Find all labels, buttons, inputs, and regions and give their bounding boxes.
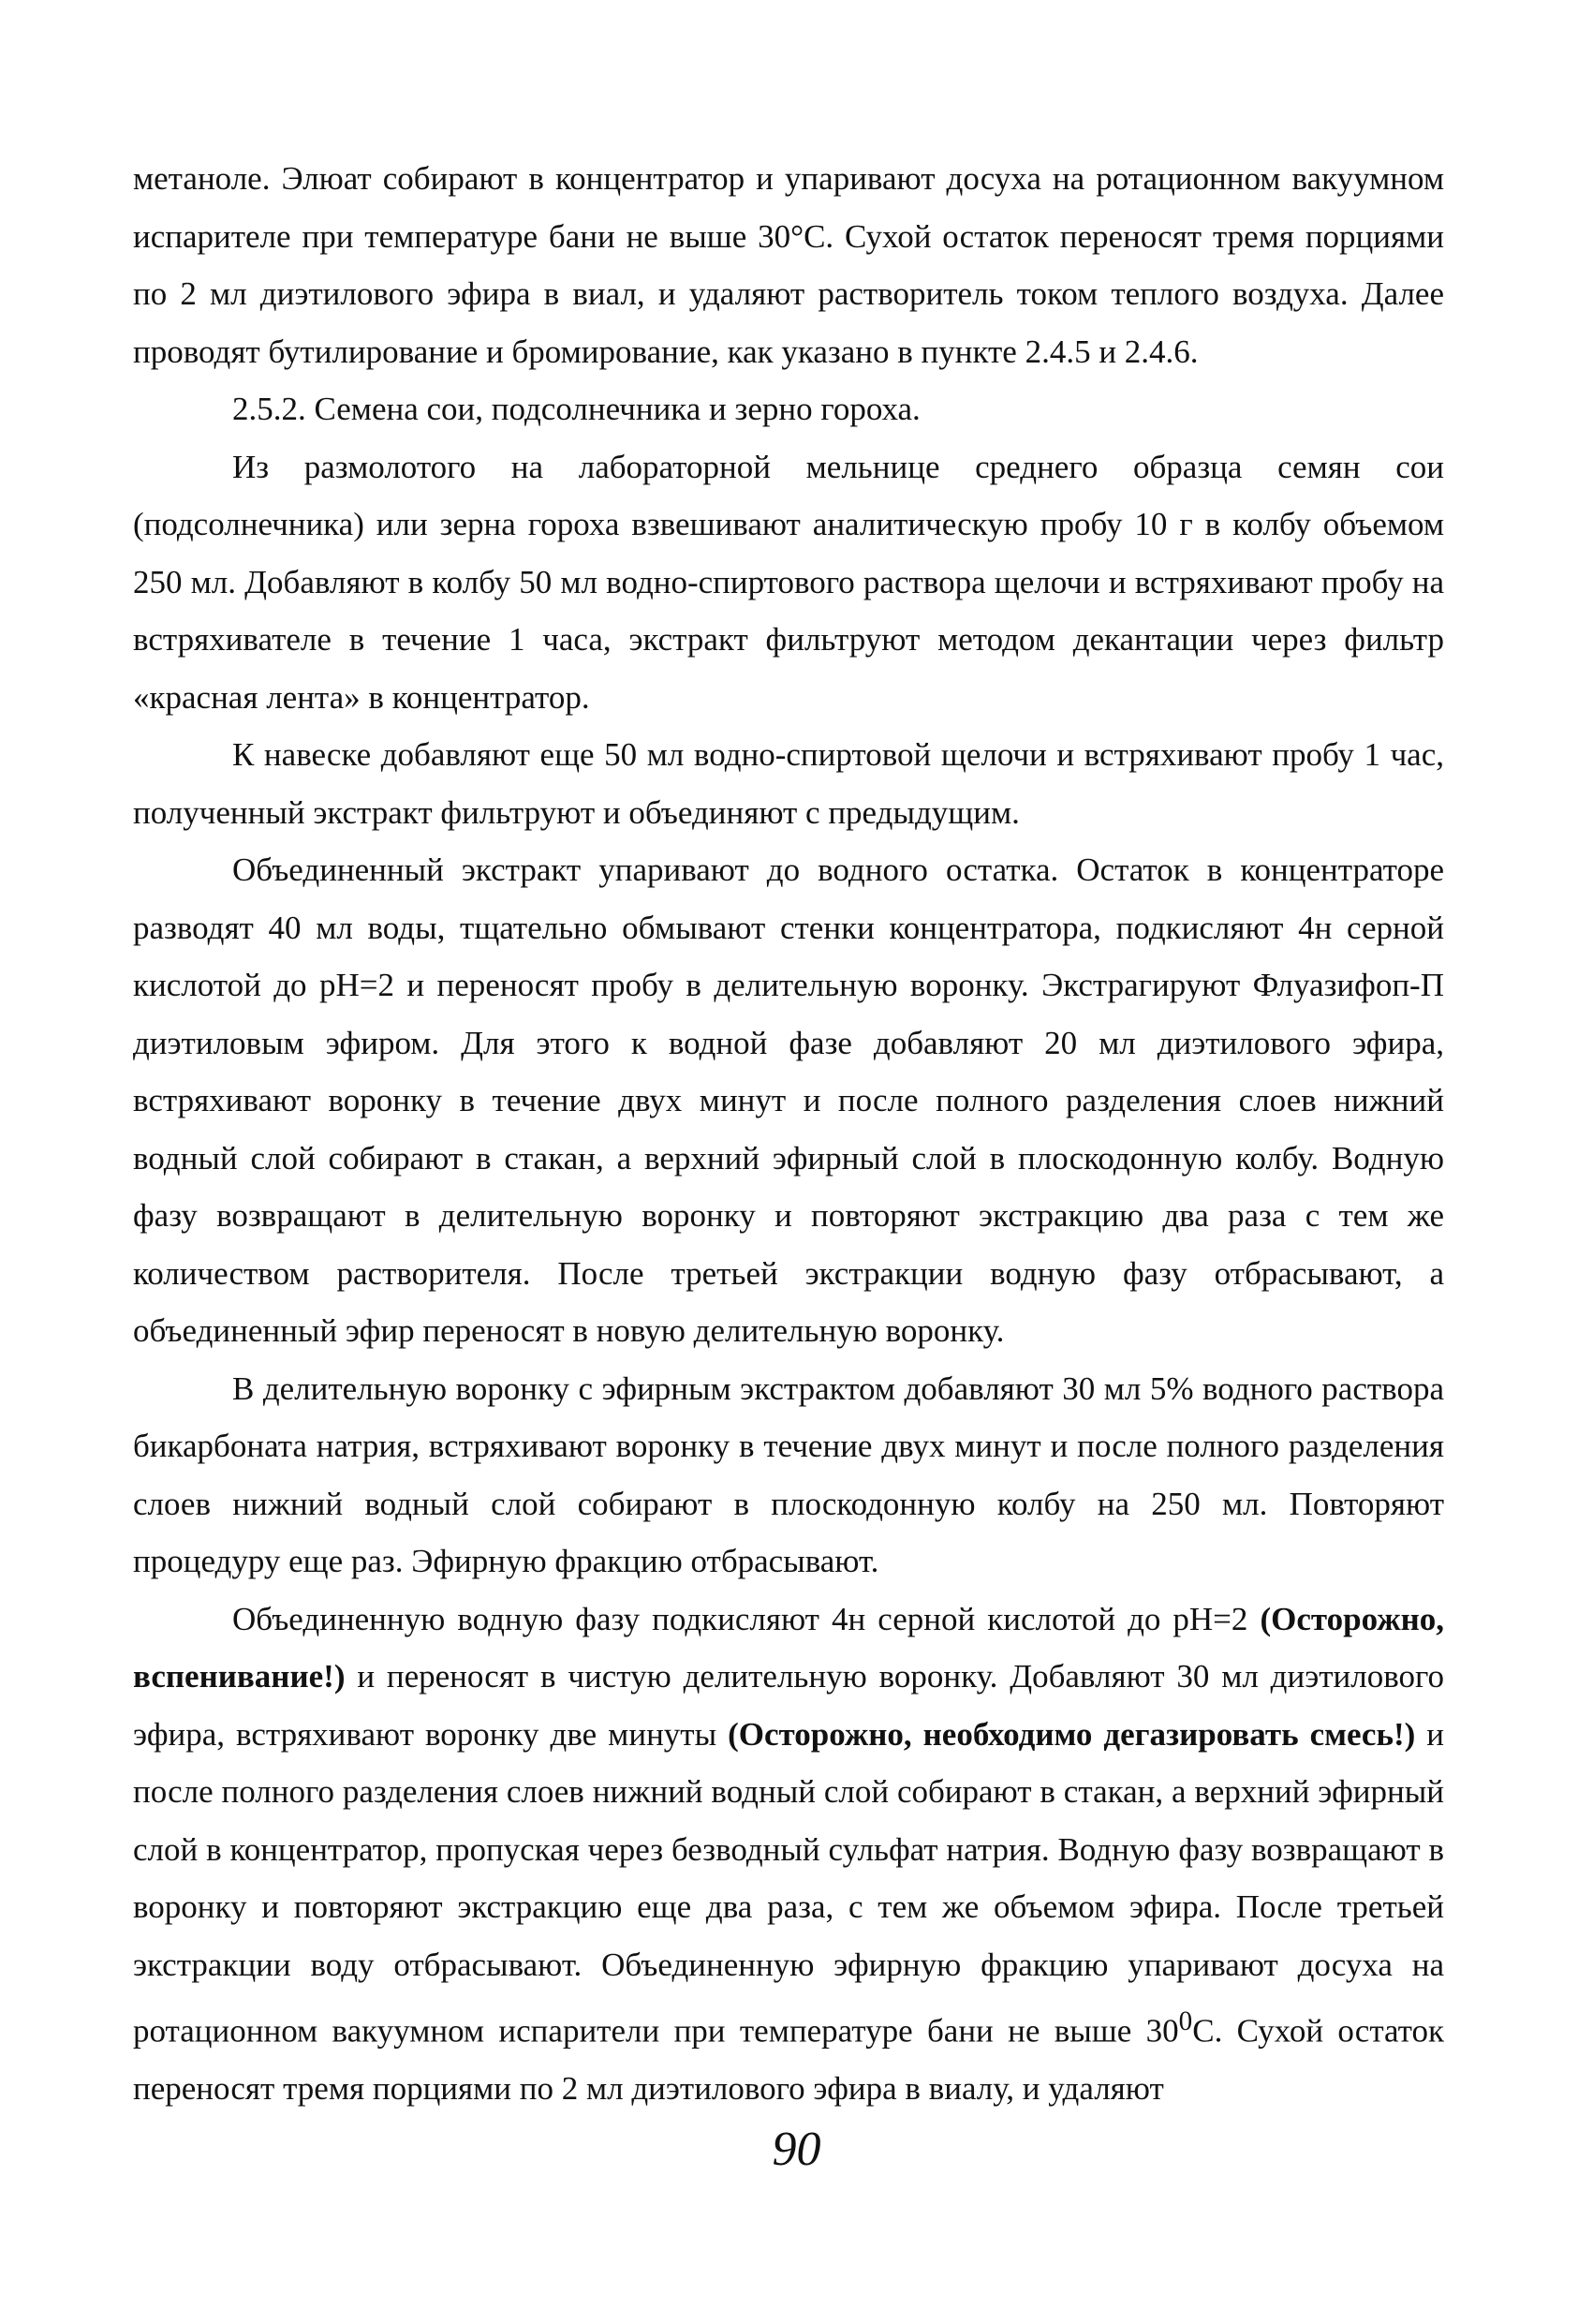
text-run: и переносят в чистую делительную воронку. Добавляют 30 мл диэтилового эфира, встряхивают воронку две минуты [133,1658,1444,1753]
paragraph-continuation: метаноле. Элюат собирают в концентратор и упаривают досуха на ротационном вакуумном испарителе при температуре бани не выше 30°С. Сухой остаток переносят тремя порциями по 2 мл диэтилового эфира в виал, и удаляют растворитель током теплого воздуха. Далее проводят бутилирование и бромирование, как указано в пункте 2.4.5 и 2.4.6. [133,160,1444,370]
text-run: С. Сухой остаток переносят тремя порциями по 2 мл диэтилового эфира в виалу, и удаляют [133,2012,1445,2108]
warning-text: (Осторожно, необходимо дегазировать смесь!) [728,1715,1416,1753]
text-run: Объединенную водную фазу подкисляют 4н серной кислотой до pH=2 [232,1600,1261,1637]
paragraph: Из размолотого на лабораторной мельнице среднего образца семян сои (подсолнечника) или зерна гороха взвешивают аналитическую пробу 10 г в колбу объемом 250 мл. Добавляют в колбу 50 мл водно-спиртового раствора щелочи и встряхивают пробу на встряхивателе в течение 1 часа, экстракт фильтруют методом декантации через фильтр «красная лента» в концентратор. [133,448,1444,716]
warning-text: (Осторожно, вспенивание!) [133,1600,1444,1695]
degree-superscript: 0 [1178,2006,1193,2036]
paragraph [133,1591,1444,2118]
page-number: 90 [772,2123,821,2176]
paragraph: К навеске добавляют еще 50 мл водно-спиртовой щелочи и встряхивают пробу 1 час, полученный экстракт фильтруют и объединяют с предыдущим. [133,736,1444,831]
text-run: и после полного разделения слоев нижний водный слой собирают в стакан, а верхний эфирный слой в концентратор, пропуская через безводный сульфат натрия. Водную фазу возвращают в воронку и повторяют экстракцию еще два раза, с тем же объемом эфира. После третьей экстракции воду отбрасывают. Объединенную эфирную фракцию упаривают досуха на ротационном вакуумном испарители при температуре бани не выше 30 [133,1715,1444,2050]
section-heading: 2.5.2. Семена сои, подсолнечника и зерно гороха. [232,391,921,427]
body-text [133,150,1444,2118]
paragraph: Объединенный экстракт упаривают до водного остатка. Остаток в концентраторе разводят 40 мл воды, тщательно обмывают стенки концентратора, подкисляют 4н серной кислотой до pH=2 и переносят пробу в делительную воронку. Экстрагируют Флуазифоп-П диэтиловым эфиром. Для этого к водной фазе добавляют 20 мл диэтилового эфира, встряхивают воронку в течение двух минут и после полного разделения слоев нижний водный слой собирают в стакан, а верхний эфирный слой в плоскодонную колбу. Водную фазу возвращают в делительную воронку и повторяют экстракцию два раза с тем же количеством растворителя. После третьей экстракции водную фазу отбрасывают, а объединенный эфир переносят в новую делительную воронку. [133,851,1444,1349]
paragraph: В делительную воронку с эфирным экстрактом добавляют 30 мл 5% водного раствора бикарбоната натрия, встряхивают воронку в течение двух минут и после полного разделения слоев нижний водный слой собирают в плоскодонную колбу на 250 мл. Повторяют процедуру еще раз. Эфирную фракцию отбрасывают. [133,1369,1444,1579]
